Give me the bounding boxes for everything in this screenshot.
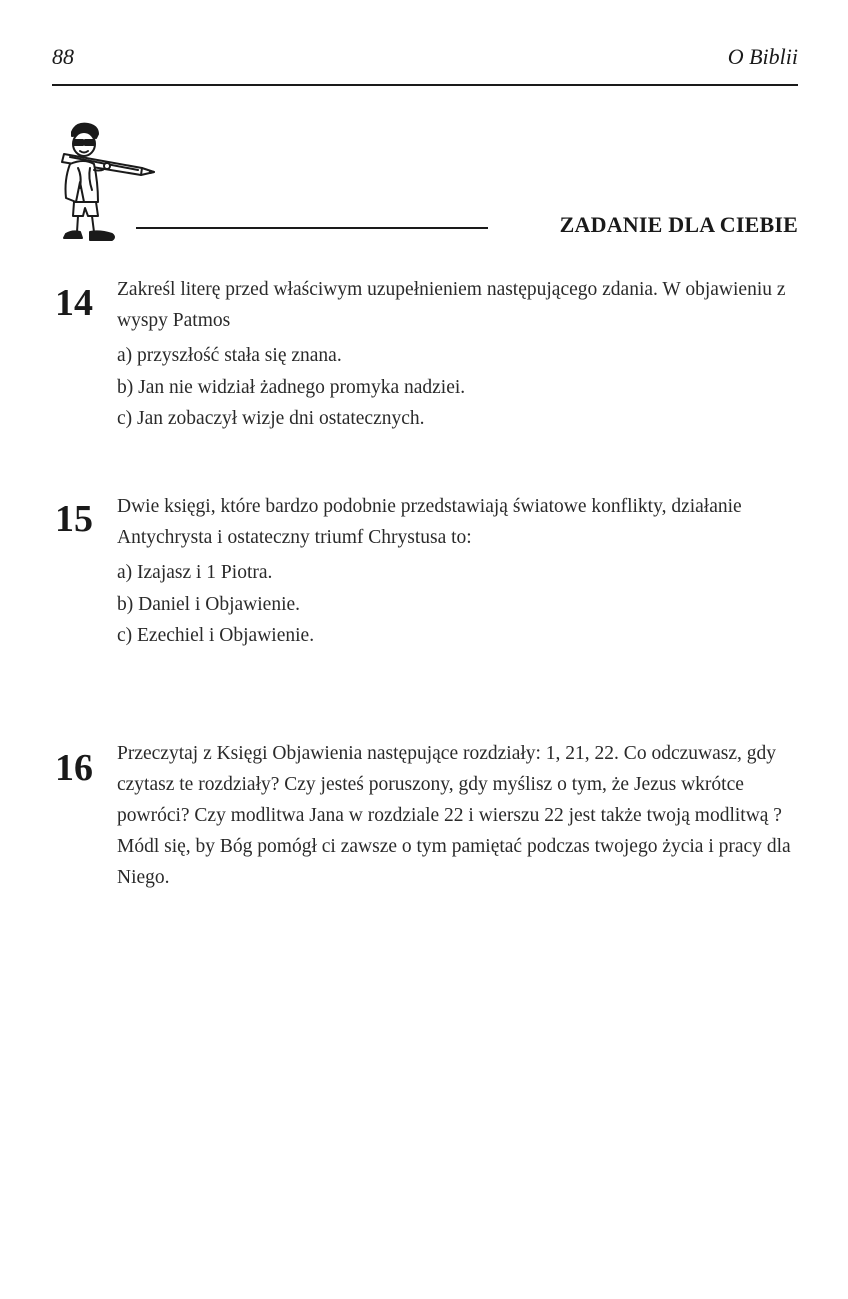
running-head	[52, 44, 798, 74]
task-text: Dwie księgi, które bardzo podobnie przedstawiają światowe konflikty, działanie Antychrysta i ostateczny triumf Chrystusa to:	[117, 496, 742, 548]
answer-option-c: c) Jan zobaczył wizje dni ostatecznych.	[117, 408, 425, 429]
task-number: 16	[55, 747, 93, 789]
answer-options	[117, 340, 800, 435]
answer-option-c: c) Ezechiel i Objawienie.	[117, 625, 315, 646]
task-number: 14	[55, 282, 93, 324]
answer-option-a: a) przyszłość stała się znana.	[117, 345, 342, 366]
task-text: Przeczytaj z Księgi Objawienia następujące rozdziały: 1, 21, 22. Co odczuwasz, gdy czytasz te rozdziały? Czy jesteś poruszony, gdy myślisz o tym, że Jezus wkrótce powróci? Czy modlitwa Jana w rozdziale 22 i wierszu 22 jest także twoją modlitwą ? Módl się, by Bóg pomógł ci zawsze o tym pamiętać podczas twojego życia i pracy dla Niego.	[117, 743, 791, 888]
task-14	[55, 274, 800, 435]
boy-with-pencil-icon	[50, 120, 160, 250]
task-15	[55, 491, 800, 652]
answer-options	[117, 557, 800, 652]
task-number: 15	[55, 498, 93, 540]
task-body	[117, 491, 800, 652]
task-body	[117, 738, 800, 893]
answer-option-a: a) Izajasz i 1 Piotra.	[117, 562, 273, 583]
answer-option-b: b) Daniel i Objawienie.	[117, 593, 301, 615]
section-title: ZADANIE DLA CIEBIE	[559, 212, 798, 237]
task-body	[117, 274, 800, 435]
running-title: O Biblii	[727, 44, 798, 69]
task-text: Zakreśl literę przed właściwym uzupełnieniem następującego zdania. W objawieniu z wyspy Patmos	[117, 279, 786, 331]
page-number: 88	[52, 44, 74, 69]
task-16	[55, 738, 800, 893]
section-rule	[136, 227, 488, 229]
header-rule	[52, 84, 798, 86]
answer-option-b: b) Jan nie widział żadnego promyka nadziei.	[117, 376, 466, 398]
